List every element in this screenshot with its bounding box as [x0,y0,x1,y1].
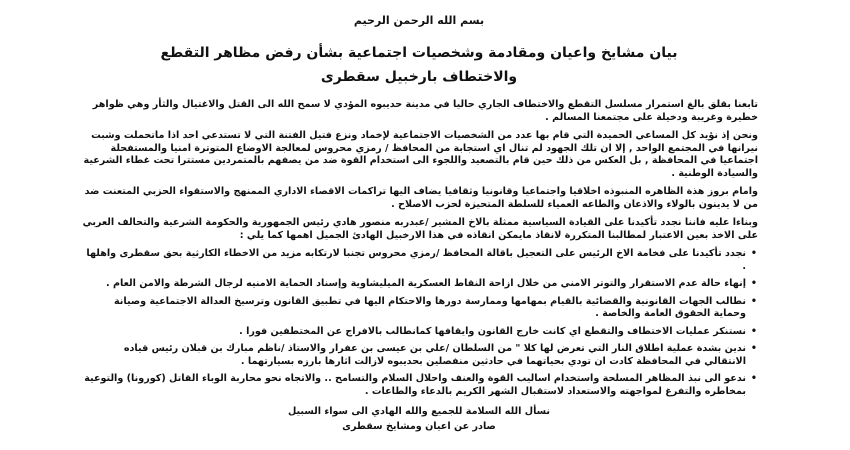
paragraph-concern: تابعنا بقلق بالغ استمرار مسلسل التقطع والاختطاف الجاري حاليا في مدينة حديبوه المؤدي لا سمح الله الى القتل والاغتيال والثأر وهي ظواهر خطيرة وغريبة ودخيلة على مجتمعنا المسالم . [92,99,758,123]
demand-item: • إنهاء حالة عدم الاستقرار والتوتر الامني من خلال ازاحة النقاط العسكرية الميليشاوية وإسناد الحماية الامنيه لرجال الشرطة والامن العام . [80,278,746,291]
statement-title [80,41,758,89]
demand-item: • ندين بشدة عملية اطلاق النار التي تعرض لها كلا " من السلطان /علي بن عيسى بن عفرار والاستاذ /ناظم مبارك بن قبلان رئيس قياده الانتقالي في المحافظة كادت ان تودي بحياتهما في حادثين منفصلين بحديبوه لازالت اثارها بارزه بسيارتهما . [80,343,746,368]
demand-item: • نطالب الجهات القانونية والقضائية بالقيام بمهامها وممارسة دورها والاحتكام اليها في تطبيق القانون وترسيخ العدالة الاجتماعية وصيانة وحماية الحقوق العامة والخاصة . [80,296,746,321]
closing-block [80,404,758,434]
paragraph-phenomenon: وامام بروز هذة الظاهره المنبوذه اخلاقيا واجتماعيا وقانونيا وثقافيا يضاف اليها تراكمات الاقصاء الاداري الممنهج والاستقواء الحزبي المتعنت ضد من لا يدينون بالولاء والاذعان والطاعه العمياء للسلطة المتحيزة لحزب الاصلاح . [84,186,758,210]
paragraph-mediation: ونحن إذ نؤيد كل المساعي الحميدة التي قام بها عدد من الشخصيات الاجتماعية لإخماد ونزع فتيل الفتنة التي لا تستدعي احد اذا ماتحملت وشبت نيرانها في المجتمع الواحد , إلا ان تلك الجهود لم تنال اي استجابة من المحافظ / رمزي محروس لمعالجة الاوضاع المتوترة امنيا والمستفحلة اجتماعيا في المحافظة , بل العكس من ذلك حين قام بالتصعيد واللجوء الى استخدام القوة ضد من يصفهم بالمتمردين مستترا تحت غطاء الشرعية والسيادة الوطنية . [83,130,758,179]
basmala-heading: بسم الله الرحمن الرحيم [353,14,485,27]
demands-list [80,248,758,398]
title-line-1: بيان مشايخ واعيان ومقادمة وشخصيات اجتماعية بشأن رفض مظاهر التقطع [160,45,678,61]
demand-item: • نجدد تأكيدنا على فخامة الاخ الرئيس على التعجيل باقالة المحافظ /رمزي محروس تجنبا لارتكابه مزيد من الاخطاء الكارثية بحق سقطرى واهلها . [80,248,746,273]
demand-item: • ندعو الى نبذ المظاهر المسلحة واستخدام اساليب القوة والعنف واحلال السلام والتسامح .. والاتجاه نحو محاربة الوباء القاتل (كورونا) والتوعية بمخاطره والتفرغ لمواجهته والاستعداد لاستقبال الشهر الكريم بالدعاء والطاعات . [80,373,746,398]
paragraph-demands-intro: وبناءا عليه فاننا نجدد تأكيدنا على القيادة السياسية ممثلة بالاخ المشير /عبدربه منصور هادي رئيس الجمهورية والحكومة الشرعية والتحالف العربي على الاخذ بعين الاعتبار لمطالبنا المتكررة لانقاذ مايمكن انقاذه في هذا الارخبيل الهادئ الجميل اهمها كما يلي : [82,217,758,241]
title-line-2: والاختطاف بارخبيل سقطرى [320,69,518,85]
signature-line: صادر عن اعيان ومشايخ سقطرى [342,421,496,432]
demand-item: • نستنكر عمليات الاختطاف والتقطع اي كانت خارج القانون وايقافها كمانطالب بالافراج عن المختطفين فورا . [80,326,746,339]
closing-prayer: نسأل الله السلامة للجميع والله الهادي الى سواء السبيل [287,406,551,417]
